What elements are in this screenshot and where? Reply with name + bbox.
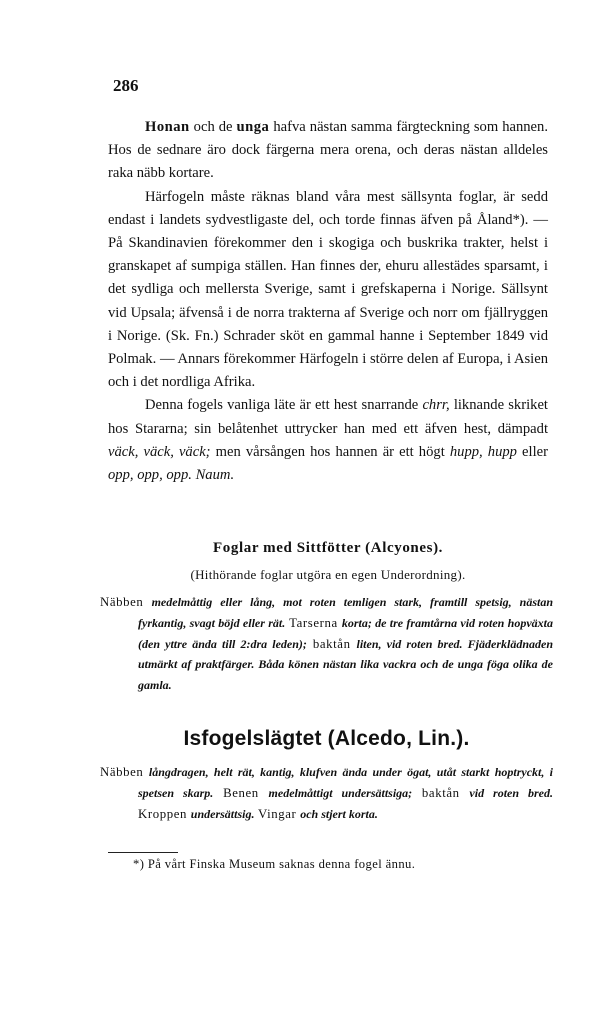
genus-desc-text-2: baktån [412, 785, 470, 800]
footnote-divider [108, 852, 178, 853]
sound-hupp: hupp, hupp [449, 443, 517, 460]
genus-desc-italic-1: långdragen, helt rät, kantig, klufven ända under ögat, utåt starkt hoptryckt, i spetsen skarp. [138, 765, 553, 800]
genus-desc-italic-4: undersättsig. [190, 806, 255, 821]
genus-desc-italic-2: medelmåttigt undersättsiga; [268, 785, 413, 800]
section-title: Foglar med Sittfötter (Alcyones). [212, 540, 444, 556]
section-desc-text-1: Tarserna [285, 615, 342, 630]
source-naum: Naum. [195, 467, 235, 484]
emphasis-honan: Honan [145, 119, 190, 135]
emphasis-unga: unga [236, 119, 270, 135]
paragraph-3-text-c: men vårsången hos hannen är ett högt [210, 443, 450, 460]
genus-title: Isfogelslägtet (Alcedo, Lin.). [183, 727, 470, 750]
genus-desc-italic-3: vid roten bred. [469, 785, 554, 800]
genus-desc-lead: Näbben [100, 765, 144, 779]
sound-vack: väck, väck, väck; [108, 443, 211, 460]
section-description [100, 592, 553, 696]
paragraph-3-text-d: eller [516, 443, 548, 460]
sound-chrr: chrr, [422, 397, 450, 414]
genus-description [100, 762, 553, 824]
body-text [108, 116, 548, 487]
section-desc-italic-2: korta; de tre framtårna vid roten hopväxta (den yttre ända till 2:dra leden); [138, 615, 553, 651]
genus-desc-italic-5: och stjert korta. [300, 806, 378, 821]
section-desc-lead: Näbben [100, 595, 144, 609]
genus-desc-text-4: Vingar [254, 806, 301, 821]
paragraph-3-text-a: Denna fogels vanliga läte är ett hest snarrande [145, 397, 423, 414]
section-desc-italic-1: medelmåttig eller lång, mot roten temligen stark, framtill spetsig, nästan fyrkantig, svagt böjd eller rät. [138, 595, 553, 630]
paragraph-1-text-b: hafva nästan samma färgteckning som hannen. Hos de sednare äro dock färgerna mera orena, och deras nästan alldeles raka näbb kortare. [108, 119, 548, 182]
paragraph-1 [108, 116, 548, 186]
paragraph-1-text-a: och de [189, 119, 237, 135]
genus-desc-text-3: Kroppen [138, 806, 191, 821]
sound-opp: opp, opp, opp. [108, 467, 192, 484]
paragraph-3-text-b: liknande skriket hos Stararna; sin belåtenhet uttrycker han med ett äfven hest, dämpadt [108, 397, 548, 437]
footnote: *) På vårt Finska Museum saknas denna fogel ännu. [133, 857, 416, 871]
genus-desc-text-1: Benen [213, 785, 269, 800]
page-number: 286 [113, 76, 139, 95]
section-subtitle: (Hithörande foglar utgöra en egen Underordning). [190, 567, 466, 582]
section-desc-text-2: baktån [306, 636, 357, 651]
section-desc-italic-3: liten, vid roten bred. Fjäderklädnaden utmärkt af praktfärger. Båda könen nästan lika vackra och de unga föga olika de gamla. [138, 636, 553, 693]
paragraph-2: Härfogeln måste räknas bland våra mest sällsynta foglar, är sedd endast i landets sydvestligaste del, och torde finnas äfven på Åland*). — På Skandinavien förekommer den i skogiga och buskrika trakter, helst i granskapet af sumpiga ställen. Han finnes der, ehuru allestädes sparsamt, i det sydliga och mellersta Sverige, samt i grefskaperna i Norige. Sällsynt vid Upsala; äfvenså i de norra trakterna af Sverige och norr om fjällryggen i Norige. (Sk. Fn.) Schrader sköt en gammal hanne i September 1849 vid Polmak. — Annars förekommer Härfogeln i större delen af Europa, i Asien och i det nordliga Afrika. [108, 188, 548, 391]
paragraph-3 [108, 394, 548, 487]
